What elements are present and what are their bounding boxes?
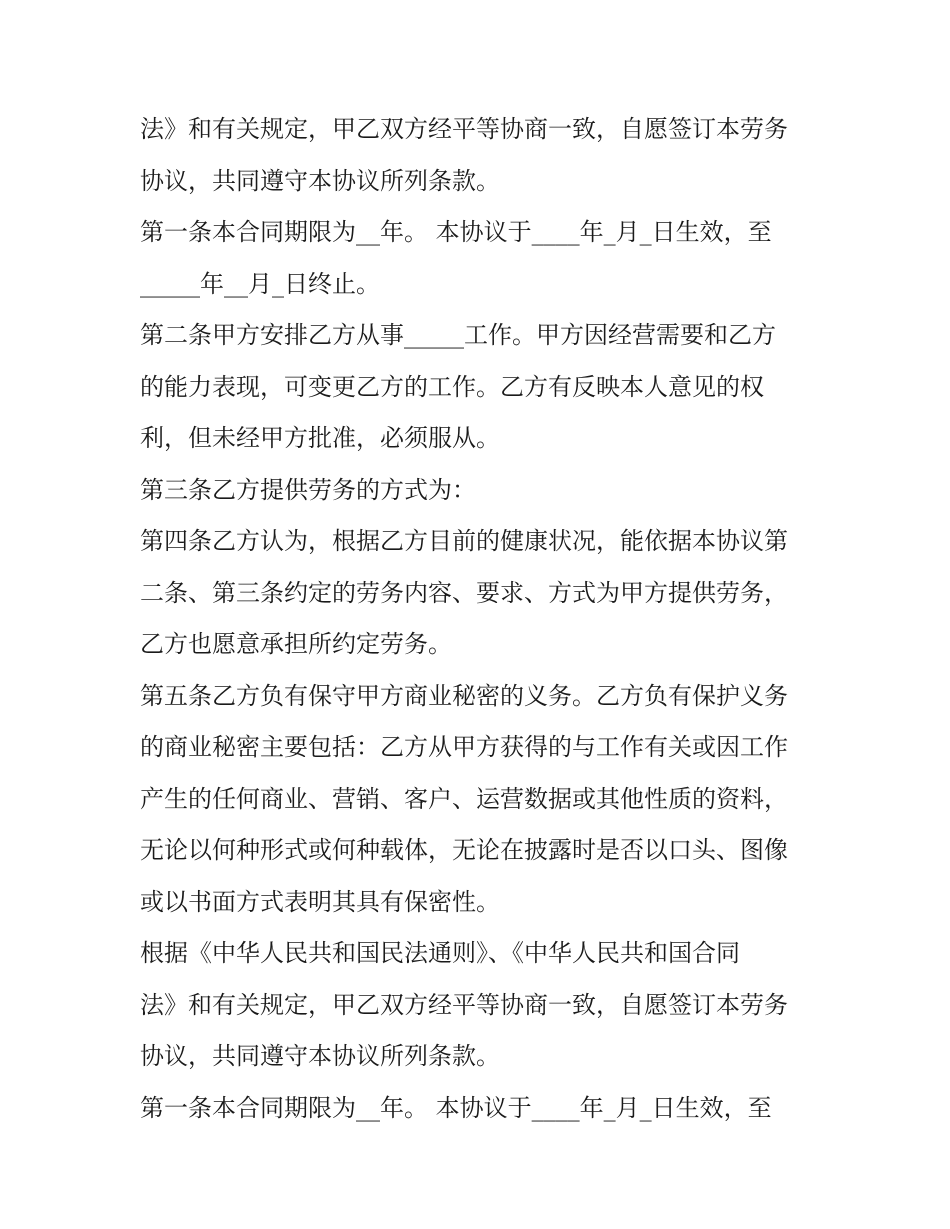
text-line: 的能力表现，可变更乙方的工作。乙方有反映本人意见的权 [140,372,764,401]
text-line: 根据《中华人民共和国民法通则》、《中华人民共和国合同 [140,939,740,967]
text-line: 二条、第三条约定的劳务内容、要求、方式为甲方提供劳务， [140,578,788,607]
text-line: 乙方也愿意承担所约定劳务。 [140,630,452,658]
text-line: 第一条本合同期限为__年。 本协议于____年_月_日生效，至 [140,218,772,246]
text-line: 法》和有关规定，甲乙双方经平等协商一致，自愿签订本劳务 [140,990,788,1019]
document-body [140,104,820,1134]
text-line: 第一条本合同期限为__年。 本协议于____年_月_日生效，至 [140,1093,772,1122]
text-line: 或以书面方式表明其具有保密性。 [140,887,500,916]
text-line: 无论以何种形式或何种载体，无论在披露时是否以口头、图像 [140,836,788,864]
text-line: 协议，共同遵守本协议所列条款。 [140,1042,500,1070]
text-line: 产生的任何商业、营销、客户、运营数据或其他性质的资料， [140,784,788,813]
text-line: 第三条乙方提供劳务的方式为： [140,475,476,504]
text-line: 利，但未经甲方批准，必须服从。 [140,424,500,452]
text-line: 的商业秘密主要包括：乙方从甲方获得的与工作有关或因工作 [140,733,788,761]
text-line: 第二条甲方安排乙方从事_____工作。甲方因经营需要和乙方 [140,321,776,349]
text-line: _____年__月_日终止。 [140,269,380,298]
text-line: 第四条乙方认为，根据乙方目前的健康状况，能依据本协议第 [140,527,788,555]
text-line: 法》和有关规定，甲乙双方经平等协商一致，自愿签订本劳务 [140,115,788,143]
text-line: 第五条乙方负有保守甲方商业秘密的义务。乙方负有保护义务 [140,681,788,710]
text-line: 协议，共同遵守本协议所列条款。 [140,166,500,195]
